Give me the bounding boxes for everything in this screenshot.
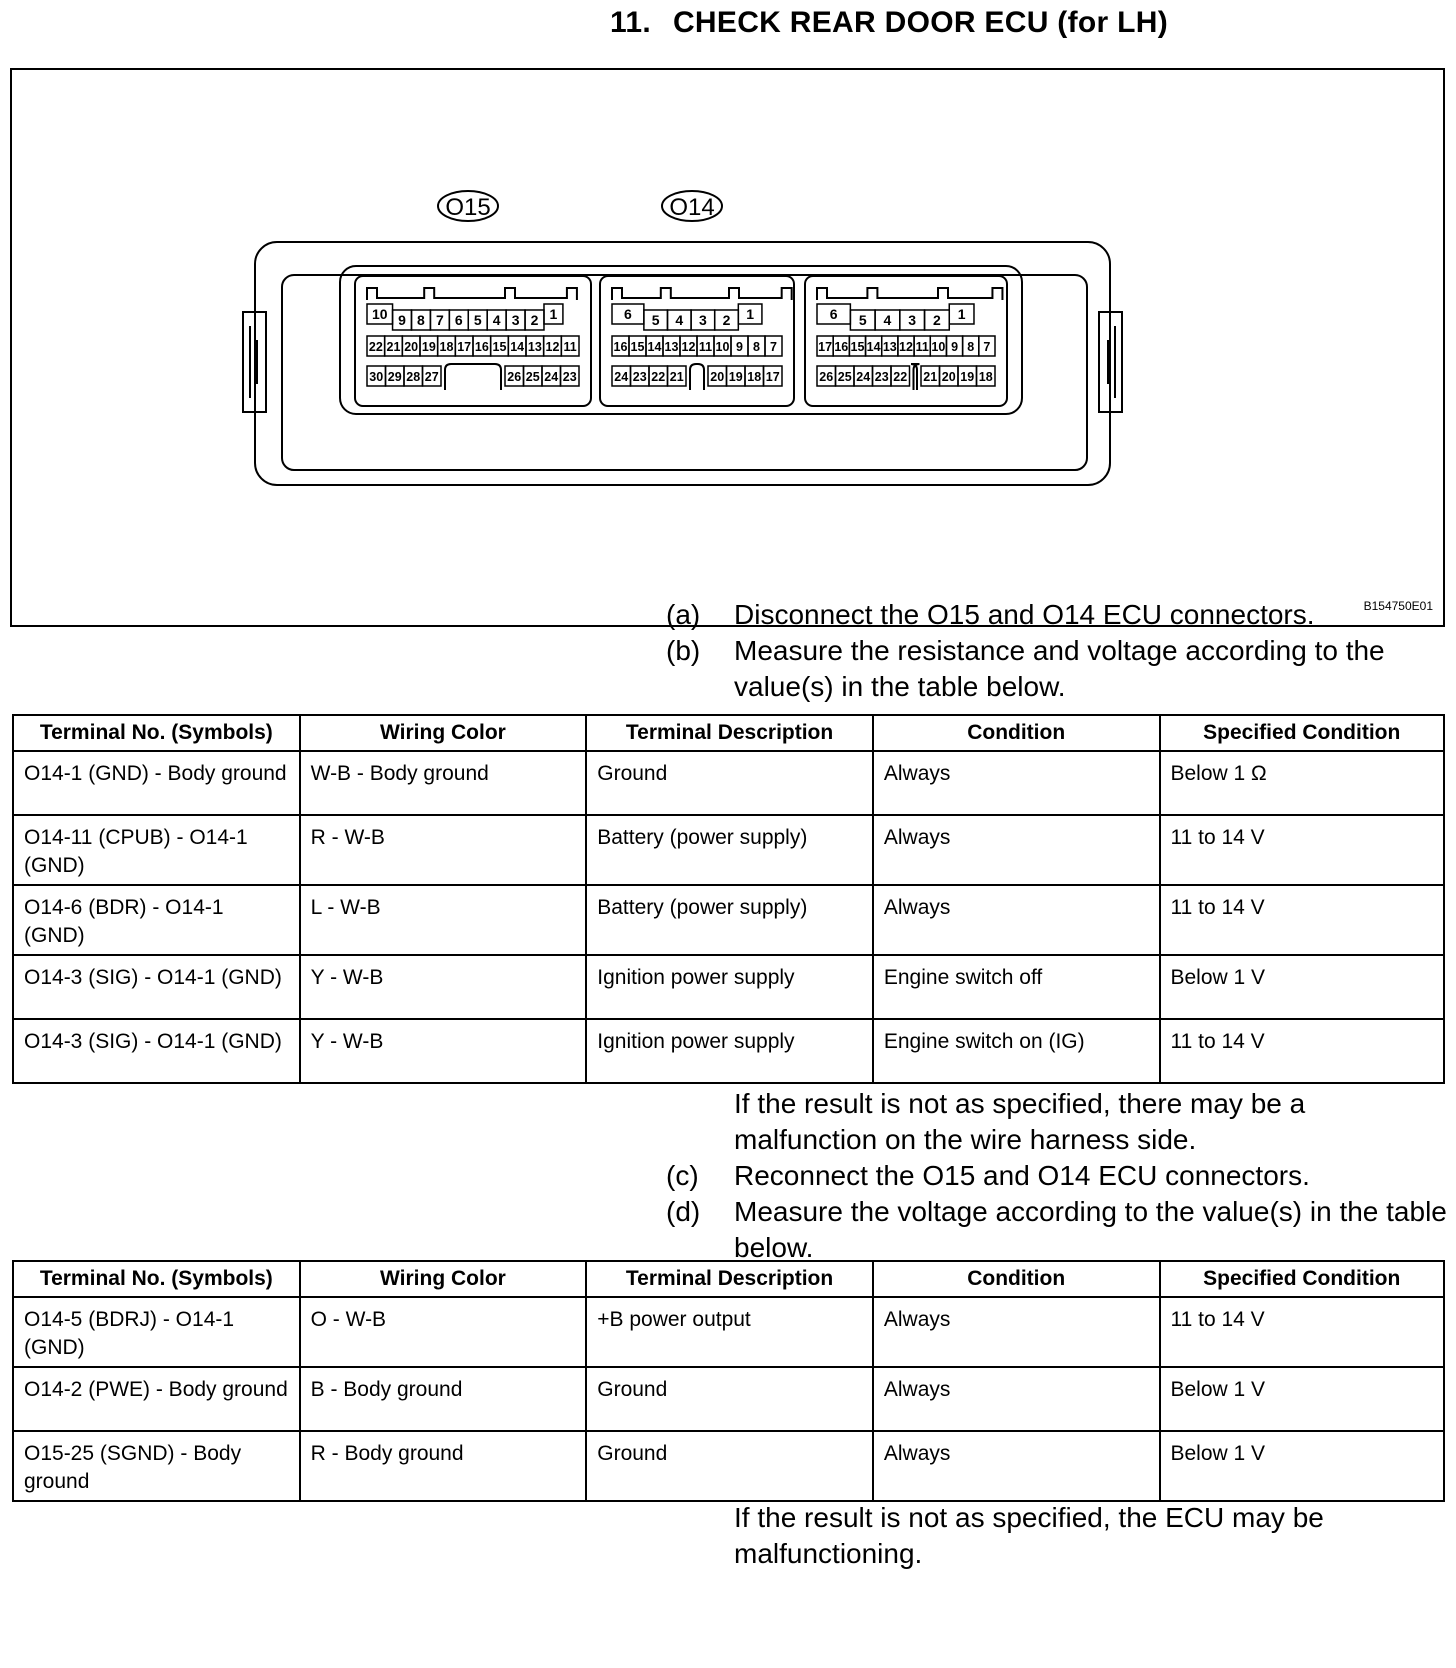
pin-number: 19 [728,370,743,384]
pin-number: 13 [882,340,897,354]
table-row [13,1019,1444,1083]
pin-number: 17 [457,340,472,354]
table-row [13,751,1444,815]
table-cell: Battery (power supply) [586,885,873,955]
column-header: Specified Condition [1160,715,1445,751]
page-title [610,6,1168,40]
key-notch [911,364,920,390]
table-cell: Ignition power supply [586,955,873,1019]
table-header-row [13,1261,1444,1297]
pin-number: 17 [765,370,780,384]
table-row [13,1431,1444,1501]
pin-number: 10 [715,340,730,354]
table-cell: L - W-B [300,885,587,955]
pin-number: 18 [439,340,454,354]
pin-number: 11 [563,340,577,354]
pin-number: 9 [736,340,743,354]
table-cell: 11 to 14 V [1160,1297,1445,1367]
table-cell: 11 to 14 V [1160,885,1445,955]
step-text: Measure the voltage according to the value(s) in the table below. [734,1196,1447,1263]
step-label: (b) [666,635,701,666]
column-header: Specified Condition [1160,1261,1445,1297]
pin-number: 15 [630,340,645,354]
pin-number: 21 [669,370,684,384]
table-cell: Below 1 V [1160,955,1445,1019]
table-cell: B - Body ground [300,1367,587,1431]
step-text: Reconnect the O15 and O14 ECU connectors. [734,1160,1310,1191]
step-c [666,1158,1456,1194]
column-header: Terminal Description [586,715,873,751]
pin-number: 26 [507,370,522,384]
step-b [666,633,1456,705]
latch-outline [612,288,792,300]
table-cell: Ground [586,1367,873,1431]
step-text: Measure the resistance and voltage according to the value(s) in the table below. [734,635,1385,702]
column-header: Terminal No. (Symbols) [13,1261,300,1297]
connector-label: O14 [669,194,715,221]
pin-number: 24 [614,370,629,384]
table-cell: Always [873,815,1160,885]
pin-number: 12 [681,340,696,354]
pin-number: 20 [941,370,956,384]
latch-outline [367,288,577,300]
table-cell: O14-3 (SIG) - O14-1 (GND) [13,955,300,1019]
step-text: Disconnect the O15 and O14 ECU connectors. [734,599,1315,630]
steps-group-3 [666,1500,1456,1572]
step-label: (c) [666,1160,699,1191]
pin-number: 9 [398,312,406,328]
pin-number: 16 [834,340,849,354]
pin-number: 6 [829,306,838,322]
pin-number: 19 [960,370,975,384]
pin-number: 17 [818,340,833,354]
pin-number: 9 [951,340,959,354]
pin-number: 19 [421,340,436,354]
pin-number: 4 [675,312,684,328]
pin-number: 18 [747,370,762,384]
pin-number: 1 [746,306,755,322]
table-cell: R - Body ground [300,1431,587,1501]
steps-group-2 [666,1086,1456,1266]
table-cell: Below 1 V [1160,1367,1445,1431]
table-cell: Battery (power supply) [586,815,873,885]
pin-number: 8 [967,340,975,354]
pin-number: 3 [699,312,707,328]
connector-block-2 [600,191,794,406]
pin-number: 18 [978,370,993,384]
pin-number: 12 [545,340,560,354]
table-cell: Below 1 Ω [1160,751,1445,815]
connector-block-3 [805,276,1007,406]
table-cell: Below 1 V [1160,1431,1445,1501]
pin-number: 15 [850,340,865,354]
table-cell: Ground [586,751,873,815]
pin-number: 23 [562,370,577,384]
table-cell: O15-25 (SGND) - Body ground [13,1431,300,1501]
pin-number: 23 [632,370,647,384]
pin-number: 7 [435,312,444,328]
column-header: Wiring Color [300,1261,587,1297]
pin-number: 16 [613,340,628,354]
table-cell: +B power output [586,1297,873,1367]
pin-number: 11 [915,340,929,354]
pin-number: 22 [893,370,908,384]
pin-number: 23 [874,370,889,384]
pin-number: 2 [530,312,539,328]
pin-number: 2 [933,312,941,328]
note-1: If the result is not as specified, there may be a malfunction on the wire harness side. [734,1088,1306,1155]
pin-number: 15 [492,340,507,354]
pin-number: 29 [387,370,402,384]
pin-number: 24 [544,370,559,384]
table-cell: W-B - Body ground [300,751,587,815]
table-cell: Ignition power supply [586,1019,873,1083]
pin-number: 2 [722,312,731,328]
table-cell: Engine switch off [873,955,1160,1019]
pin-number: 25 [837,370,852,384]
latch-outline [817,288,1002,300]
step-label: (a) [666,599,701,630]
pin-number: 14 [647,340,662,354]
pin-number: 10 [371,306,388,322]
pin-number: 1 [549,306,558,322]
pin-number: 14 [866,340,881,354]
steps-group-1 [666,597,1456,705]
pin-number: 13 [664,340,679,354]
pin-number: 25 [525,370,540,384]
pin-number: 14 [510,340,525,354]
table-cell: Always [873,1431,1160,1501]
table-cell: 11 to 14 V [1160,1019,1445,1083]
table-row [13,885,1444,955]
table-cell: Ground [586,1431,873,1501]
table-cell: Y - W-B [300,955,587,1019]
table-cell: Always [873,885,1160,955]
pin-number: 4 [492,312,501,328]
pin-number: 7 [983,340,991,354]
pin-number: 3 [511,312,520,328]
pin-number: 21 [923,370,938,384]
table-row [13,815,1444,885]
pin-number: 16 [474,340,489,354]
pin-number: 27 [424,370,439,384]
pin-number: 20 [404,340,419,354]
pin-number: 11 [698,340,713,354]
table-cell: 11 to 14 V [1160,815,1445,885]
spec-table-1 [12,714,1445,1084]
step-a [666,597,1456,633]
pin-number: 28 [406,370,421,384]
pin-number: 3 [908,312,917,328]
pin-number: 20 [710,370,725,384]
key-notch [690,364,704,390]
column-header: Condition [873,715,1160,751]
connector-label: O15 [445,194,491,221]
column-header: Condition [873,1261,1160,1297]
section-title: CHECK REAR DOOR ECU (for LH) [672,6,1169,39]
table-cell: O14-1 (GND) - Body ground [13,751,300,815]
pin-number: 1 [957,306,966,322]
pin-number: 8 [753,340,760,354]
table-cell: Y - W-B [300,1019,587,1083]
pin-number: 4 [883,312,892,328]
table-cell: R - W-B [300,815,587,885]
table-cell: Engine switch on (IG) [873,1019,1160,1083]
table-cell: O14-2 (PWE) - Body ground [13,1367,300,1431]
table-cell: Always [873,1297,1160,1367]
column-header: Terminal Description [586,1261,873,1297]
ecu-housing-outer [255,242,1110,485]
figure-id: B154750E01 [1363,599,1433,613]
connector-block-1 [355,191,591,406]
note-2: If the result is not as specified, the ECU may be malfunctioning. [734,1502,1324,1569]
connector-figure [10,68,1445,627]
spec-table-2 [12,1260,1445,1502]
pin-number: 30 [369,370,384,384]
pin-number: 22 [651,370,666,384]
step-d [666,1194,1456,1266]
key-notch [445,364,501,390]
pin-number: 24 [856,370,871,384]
pin-number: 21 [386,340,401,354]
table-row [13,1367,1444,1431]
column-header: Wiring Color [300,715,587,751]
pin-number: 22 [368,340,383,354]
step-label: (d) [666,1196,701,1227]
table-cell: O14-3 (SIG) - O14-1 (GND) [13,1019,300,1083]
table-row [13,955,1444,1019]
pin-number: 12 [899,340,913,354]
section-number: 11. [610,6,651,39]
table-header-row [13,715,1444,751]
table-cell: Always [873,751,1160,815]
pin-number: 6 [624,306,632,322]
pin-number: 6 [454,312,463,328]
pin-number: 8 [417,312,425,328]
pin-number: 5 [858,312,867,328]
pin-number: 7 [770,340,777,354]
table-cell: O - W-B [300,1297,587,1367]
table-cell: O14-5 (BDRJ) - O14-1 (GND) [13,1297,300,1367]
column-header: Terminal No. (Symbols) [13,715,300,751]
table-cell: O14-11 (CPUB) - O14-1 (GND) [13,815,300,885]
pin-number: 5 [473,312,482,328]
pin-number: 26 [819,370,834,384]
ecu-connector-diagram [12,70,1447,629]
pin-number: 13 [527,340,542,354]
table-row [13,1297,1444,1367]
table-cell: O14-6 (BDR) - O14-1 (GND) [13,885,300,955]
pin-number: 5 [651,312,660,328]
pin-number: 10 [931,340,946,354]
table-cell: Always [873,1367,1160,1431]
